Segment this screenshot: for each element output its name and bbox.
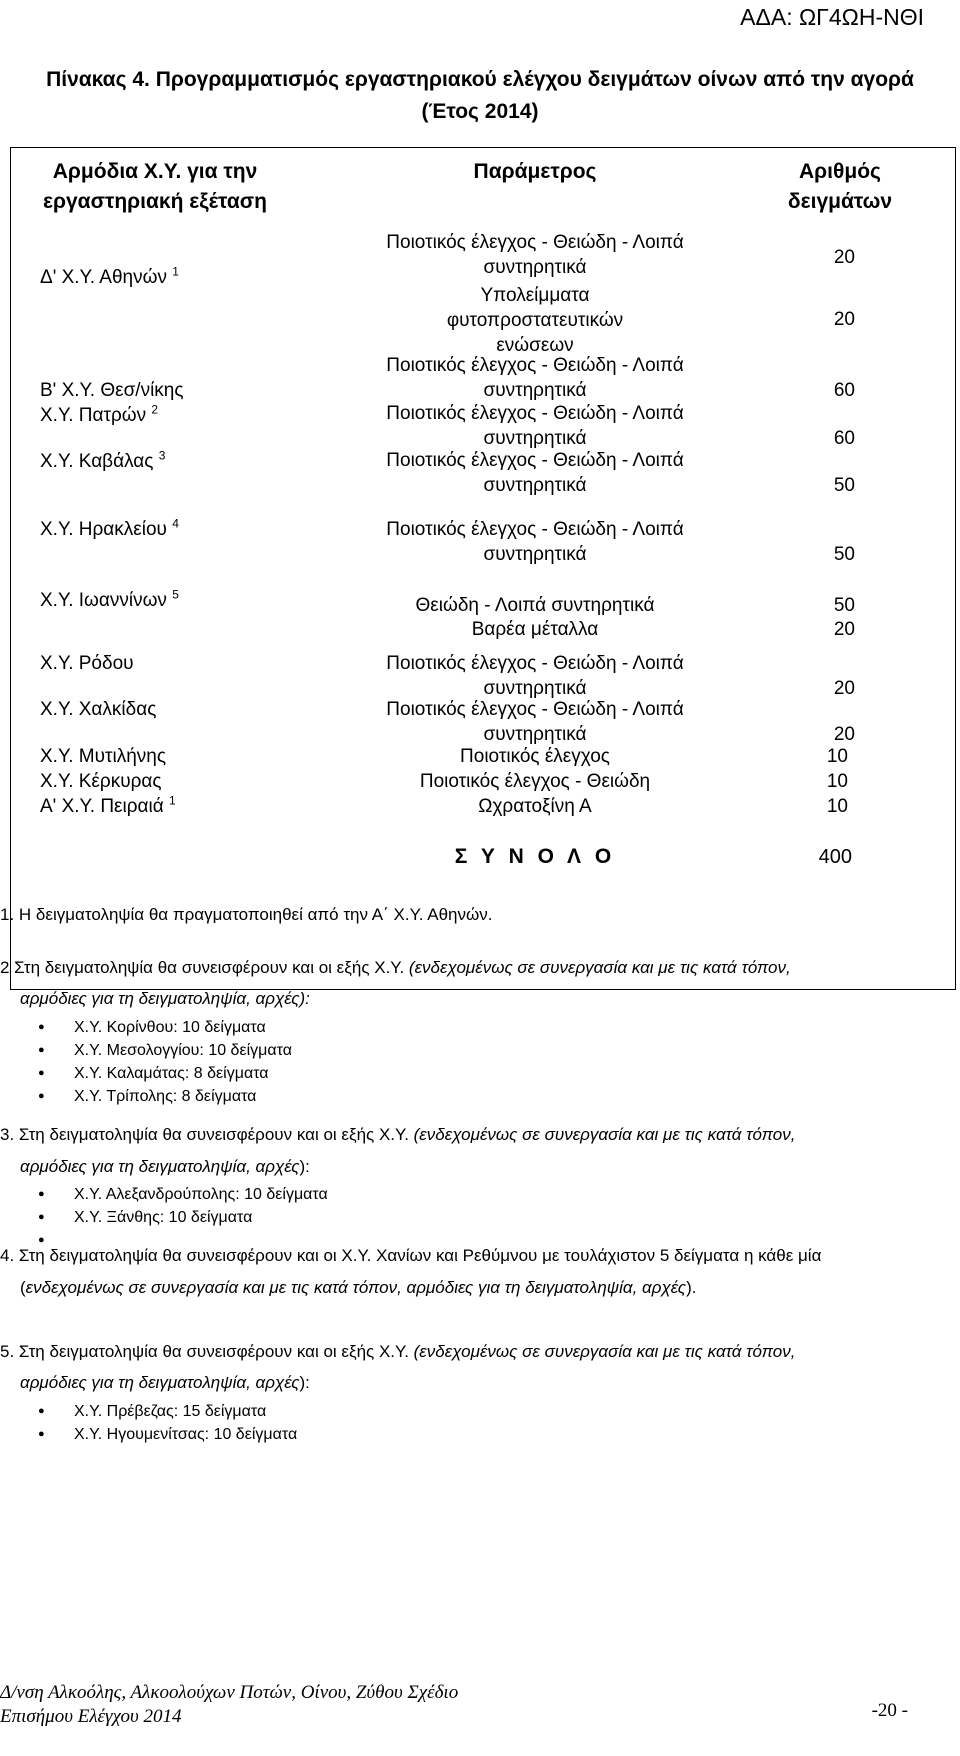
row-chalkida-name: Χ.Υ. Χαλκίδας [40,699,157,720]
row-thessaloniki-param: Ποιοτικός έλεγχος - Θειώδη - Λοιπά συντηρητικά [386,355,684,401]
list-item: ● Χ.Υ. Πρέβεζας: 15 δείγματα [38,1400,297,1423]
list-item: ● Χ.Υ. Κορίνθου: 10 δείγματα [38,1016,292,1039]
row-thessaloniki-value: 60 [833,380,855,401]
list-item: ● Χ.Υ. Ηγουμενίτσας: 10 δείγματα [38,1423,297,1446]
row-athens-value1: 20 [833,247,855,268]
row-piraeus-value: 10 [826,796,848,817]
footer-line-2: Επισήμου Ελέγχου 2014 [0,1706,182,1727]
row-mytilene-param: Ποιοτικός έλεγχος [460,746,610,767]
row-rhodes-value: 20 [833,678,855,699]
table-title: Πίνακας 4. Προγραμματισμός εργαστηριακού ελέγχου δειγμάτων οίνων από την αγορά [46,68,914,91]
row-corfu-name: Χ.Υ. Κέρκυρας [40,771,162,792]
row-athens-value2: 20 [833,309,855,330]
row-chalkida-value: 20 [833,724,855,745]
total-value: 400 [818,846,852,868]
row-heraklion-value: 50 [833,544,855,565]
header-parameter: Παράμετρος [473,160,597,183]
list-item: ● Χ.Υ. Ξάνθης: 10 δείγματα [38,1206,328,1229]
row-athens-param1: Ποιοτικός έλεγχος - Θειώδη - Λοιπά συντηρητικά [386,232,684,278]
footer-line-1: Δ/νση Αλκοόλης, Αλκοολούχων Ποτών, Οίνου, Ζύθου Σχέδιο [0,1682,459,1703]
note-1: 1. Η δειγματοληψία θα πραγματοποιηθεί από την Α΄ Χ.Υ. Αθηνών. [0,905,493,924]
note-3-continued: αρμόδιες για τη δειγματοληψία, αρχές): [20,1157,310,1176]
row-rhodes-param: Ποιοτικός έλεγχος - Θειώδη - Λοιπά συντηρητικά [386,653,684,699]
row-thessaloniki-name: Β' Χ.Υ. Θεσ/νίκης [40,380,184,401]
row-athens-param2: Υπολείμματα φυτοπροστατευτικών ενώσεων [446,285,624,356]
row-patras-param: Ποιοτικός έλεγχος - Θειώδη - Λοιπά συντηρητικά [386,403,684,449]
note-2-continued: αρμόδιες για τη δειγματοληψία, αρχές): [20,989,310,1008]
total-label: Σ Υ Ν Ο Λ Ο [454,845,616,868]
note-4: 4. Στη δειγματοληψία θα συνεισφέρουν και οι Χ.Υ. Χανίων και Ρεθύμνου με τουλάχιστον 5 δείγματα η κάθε μία [0,1246,822,1265]
row-kavala-value: 50 [833,475,855,496]
header-authority: Αρμόδια Χ.Υ. για την εργαστηριακή εξέταση [43,160,267,213]
row-kavala-param: Ποιοτικός έλεγχος - Θειώδη - Λοιπά συντηρητικά [386,450,684,496]
ada-code: ΑΔΑ: ΩΓ4ΩΗ-ΝΘΙ [740,4,924,30]
note-3: 3. Στη δειγματοληψία θα συνεισφέρουν και οι εξής Χ.Υ. (ενδεχομένως σε συνεργασία και με τις κατά τόπον, [0,1125,796,1144]
row-kavala-name: Χ.Υ. Καβάλας $^3$ [40,448,166,472]
note-2: 2 Στη δειγματοληψία θα συνεισφέρουν και οι εξής Χ.Υ. (ενδεχομένως σε συνεργασία και με τις κατά τόπον, [0,958,791,977]
note-5-list [38,1400,297,1446]
row-athens-name: Δ' Χ.Υ. Αθηνών $^1$ [40,264,179,288]
row-corfu-param: Ποιοτικός έλεγχος - Θειώδη [419,771,651,792]
note-5: 5. Στη δειγματοληψία θα συνεισφέρουν και οι εξής Χ.Υ. (ενδεχομένως σε συνεργασία και με τις κατά τόπον, [0,1342,796,1361]
row-ioannina-name: Χ.Υ. Ιωαννίνων $^5$ [40,587,179,611]
note-3-list [38,1183,328,1252]
row-corfu-value: 10 [826,771,848,792]
note-4-continued: (ενδεχομένως σε συνεργασία και με τις κατά τόπον, αρμόδιες για τη δειγματοληψία, αρχές). [20,1278,697,1297]
note-5-continued: αρμόδιες για τη δειγματοληψία, αρχές): [20,1373,310,1392]
row-patras-name: Χ.Υ. Πατρών $^2$ [40,402,159,426]
row-ioannina-value2: 20 [833,619,855,640]
row-mytilene-name: Χ.Υ. Μυτιλήνης [40,746,166,767]
row-ioannina-value1: 50 [833,595,855,616]
row-chalkida-param: Ποιοτικός έλεγχος - Θειώδη - Λοιπά συντηρητικά [386,699,684,745]
list-item: ● Χ.Υ. Τρίπολης: 8 δείγματα [38,1085,292,1108]
header-samples: Αριθμός δειγμάτων [787,160,893,213]
row-patras-value: 60 [833,428,855,449]
row-heraklion-name: Χ.Υ. Ηρακλείου $^4$ [40,516,179,540]
row-ioannina-param2: Βαρέα μέταλλα [471,619,599,640]
page-number: -20 - [871,1700,908,1721]
list-item: ● Χ.Υ. Καλαμάτας: 8 δείγματα [38,1062,292,1085]
row-rhodes-name: Χ.Υ. Ρόδου [40,653,134,674]
row-ioannina-param1: Θειώδη - Λοιπά συντηρητικά [415,595,655,616]
row-piraeus-param: Ωχρατοξίνη Α [478,796,592,817]
row-mytilene-value: 10 [826,746,848,767]
list-item: ● Χ.Υ. Αλεξανδρούπολης: 10 δείγματα [38,1183,328,1206]
row-piraeus-name: Α' Χ.Υ. Πειραιά $^1$ [40,793,176,817]
table-year: (Έτος 2014) [421,100,539,123]
list-item: ● Χ.Υ. Μεσολογγίου: 10 δείγματα [38,1039,292,1062]
note-2-list [38,1016,292,1108]
row-heraklion-param: Ποιοτικός έλεγχος - Θειώδη - Λοιπά συντηρητικά [386,519,684,565]
